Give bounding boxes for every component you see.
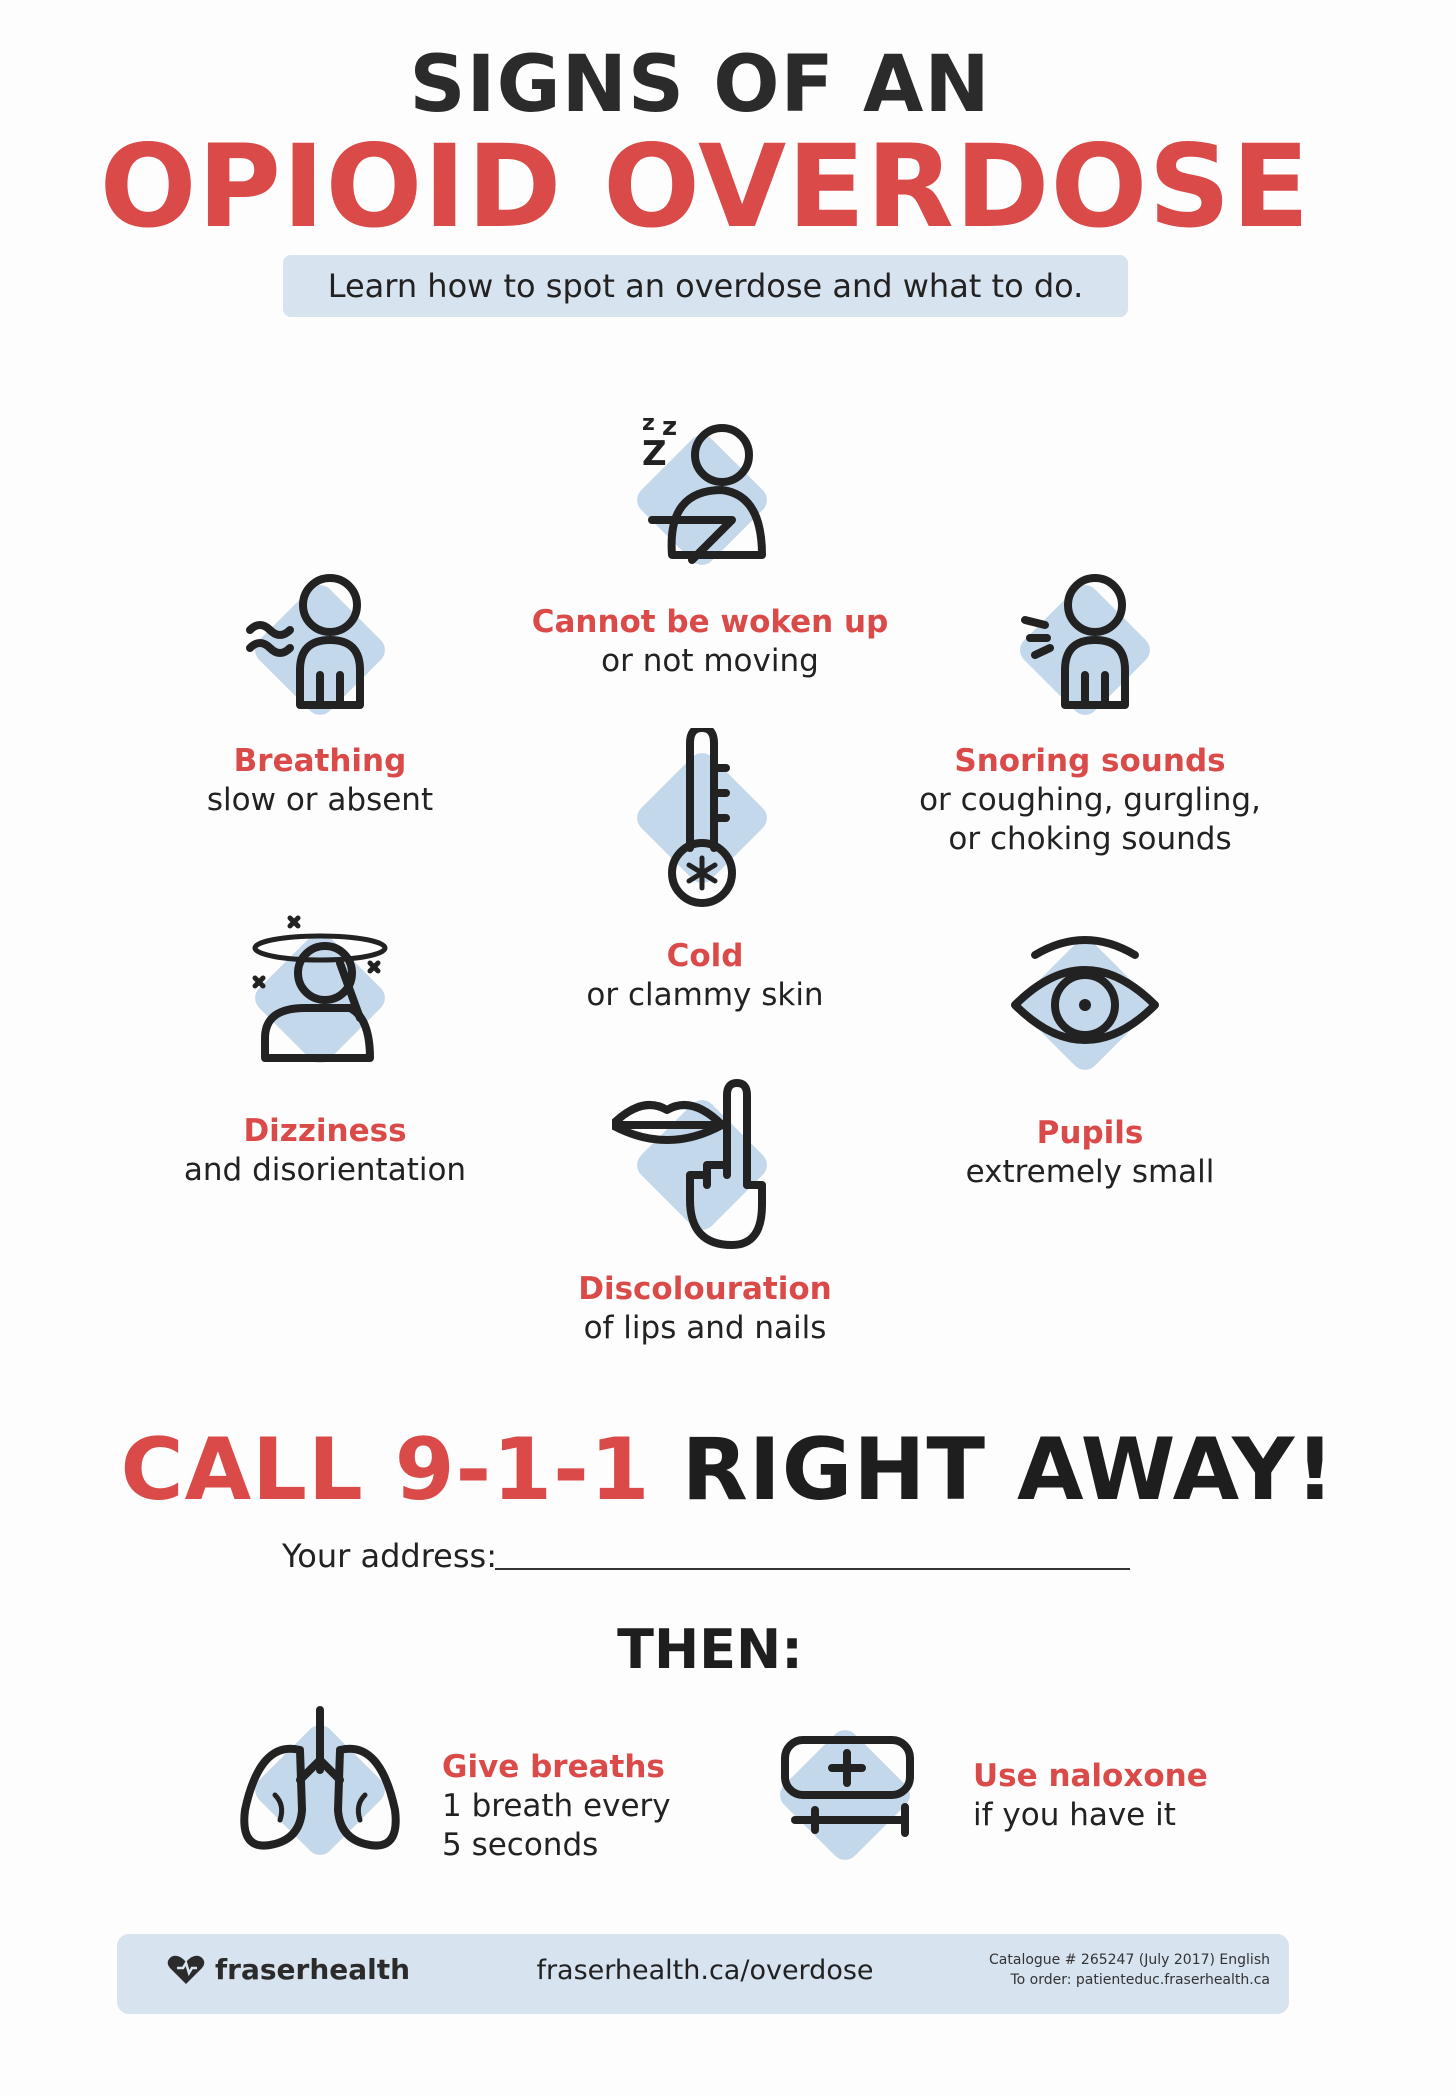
lungs-icon (230, 1700, 410, 1880)
sign-cannot-wake (520, 603, 900, 681)
call-911-text: CALL 9-1-1 (120, 1420, 651, 1520)
sign-title: Breathing (233, 743, 407, 779)
sign-detail: and disorientation (183, 1152, 467, 1188)
sign-detail: slow or absent (206, 782, 434, 818)
step-detail: 1 breath every (442, 1788, 671, 1824)
footer-catalogue-info (930, 1950, 1270, 1990)
step-detail-2: 5 seconds (442, 1827, 599, 1863)
sign-title: Discolouration (578, 1271, 832, 1307)
sign-title: Cannot be woken up (531, 604, 889, 640)
sleeping-person-icon (612, 410, 792, 590)
order-info: To order: patienteduc.fraserhealth.ca (1010, 1972, 1270, 1988)
step-use-naloxone (973, 1757, 1233, 1835)
title-line-2: OPIOID OVERDOSE (99, 120, 1311, 253)
sign-title: Cold (666, 938, 744, 974)
sign-detail: extremely small (965, 1154, 1215, 1190)
step-title: Use naloxone (973, 1758, 1208, 1794)
sign-discolouration (540, 1270, 870, 1348)
brand-name: fraserhealth (215, 1953, 411, 1986)
fraserhealth-logo (165, 1953, 410, 1986)
sign-title: Pupils (1036, 1115, 1144, 1151)
sign-cold (540, 937, 870, 1015)
sign-detail: or not moving (601, 643, 819, 679)
call-911-heading (0, 1420, 1456, 1520)
lips-and-finger-icon (612, 1075, 792, 1255)
svg-text:z: z (662, 412, 678, 442)
sign-pupils (900, 1114, 1280, 1192)
title-line-1: SIGNS OF AN (409, 40, 991, 130)
heart-logo-icon (165, 1954, 207, 1986)
right-away-text: RIGHT AWAY! (681, 1420, 1336, 1520)
cold-thermometer-icon (612, 728, 792, 908)
svg-text:Z: Z (642, 434, 667, 474)
sign-breathing (150, 742, 490, 820)
sign-title: Snoring sounds (954, 743, 1226, 779)
naloxone-kit-icon (755, 1705, 935, 1885)
address-blank-line (495, 1568, 1130, 1570)
subtitle-text: Learn how to spot an overdose and what to do. (327, 267, 1084, 305)
catalogue-number: Catalogue # 265247 (July 2017) English (989, 1952, 1270, 1968)
breathing-person-icon (230, 560, 410, 740)
step-give-breaths (442, 1748, 712, 1865)
sign-title: Dizziness (243, 1113, 407, 1149)
sign-detail: of lips and nails (583, 1310, 827, 1346)
step-detail: if you have it (973, 1797, 1176, 1833)
sign-snoring (880, 742, 1300, 859)
sign-detail: or coughing, gurgling, (919, 782, 1261, 818)
eye-icon (995, 915, 1175, 1095)
then-heading: THEN: (617, 1618, 803, 1681)
footer-url[interactable]: fraserhealth.ca/overdose (536, 1955, 874, 1986)
step-title: Give breaths (442, 1749, 665, 1785)
dizzy-person-icon (230, 908, 410, 1088)
sign-detail: or clammy skin (586, 977, 824, 1013)
address-label: Your address: (282, 1537, 497, 1575)
sign-detail-2: or choking sounds (948, 821, 1232, 857)
subtitle-banner (283, 255, 1128, 317)
snoring-person-icon (995, 560, 1175, 740)
svg-text:z: z (642, 411, 655, 436)
sign-dizziness (150, 1112, 500, 1190)
